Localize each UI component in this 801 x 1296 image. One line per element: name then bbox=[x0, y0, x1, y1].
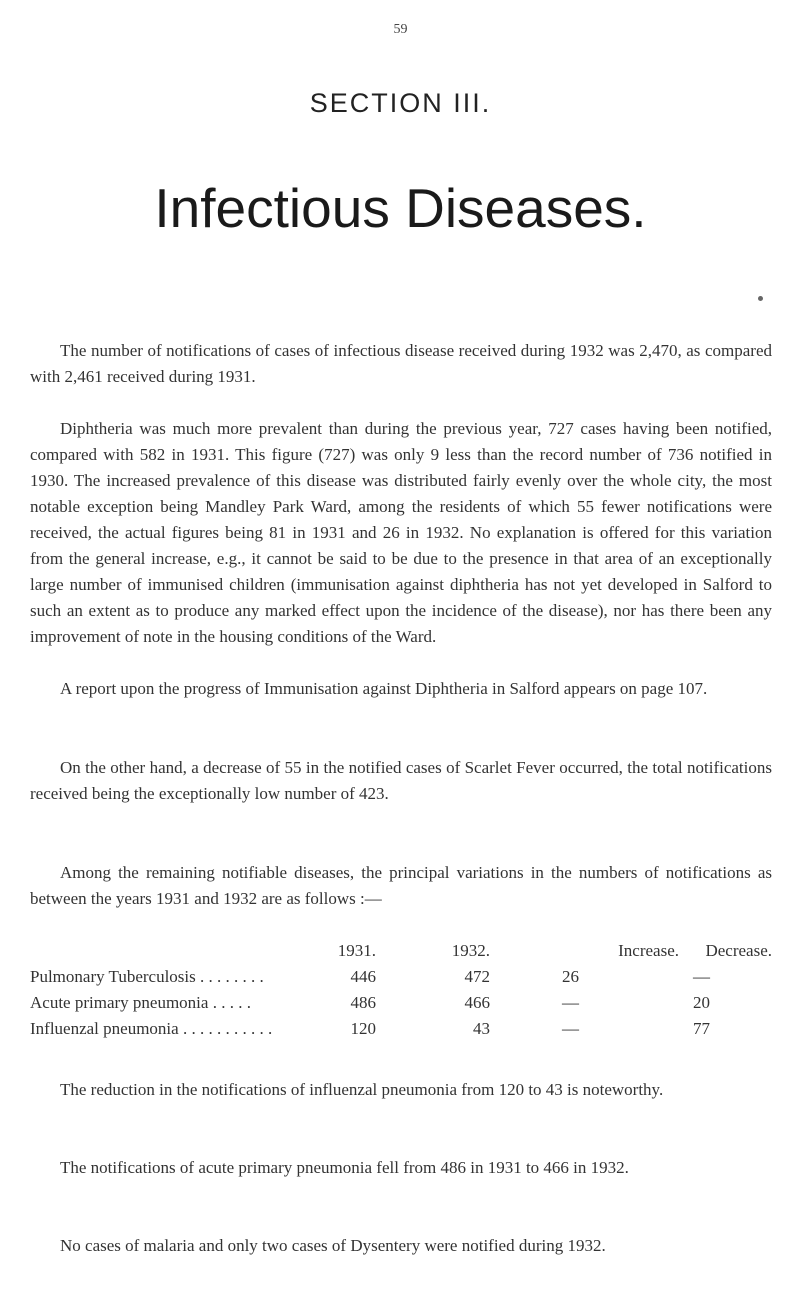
row-value-increase: — bbox=[562, 1019, 579, 1038]
table-row bbox=[30, 1016, 772, 1042]
table-row bbox=[30, 964, 772, 990]
row-value-decrease: 77 bbox=[693, 1019, 710, 1038]
page-title: Infectious Diseases. bbox=[154, 177, 647, 239]
notifications-table bbox=[30, 938, 772, 1042]
paragraph-influenzal-reduction: The reduction in the notifications of influenzal pneumonia from 120 to 43 is noteworthy. bbox=[60, 1080, 664, 1099]
header-decrease: Decrease. bbox=[705, 941, 772, 960]
row-value-1931: 120 bbox=[350, 1019, 376, 1038]
paragraph-immunisation-report: A report upon the progress of Immunisation against Diphtheria in Salford appears on page 107. bbox=[60, 679, 708, 698]
row-disease-name: Influenzal pneumonia . . . . . . . . . . . bbox=[30, 1019, 273, 1038]
decorative-dot bbox=[758, 296, 763, 301]
paragraph-acute-pneumonia: The notifications of acute primary pneumonia fell from 486 in 1931 to 466 in 1932. bbox=[60, 1158, 629, 1177]
row-value-1932: 43 bbox=[473, 1019, 490, 1038]
page-number: 59 bbox=[393, 22, 408, 37]
header-1932: 1932. bbox=[451, 941, 490, 960]
row-value-1931: 446 bbox=[350, 967, 376, 986]
row-disease-name: Acute primary pneumonia . . . . . bbox=[30, 993, 251, 1012]
paragraph-variations-intro: Among the remaining notifiable diseases, the principal variations in the numbers of notifications as between the years 1931 and 1932 are as follows :— bbox=[30, 863, 772, 908]
row-value-decrease: — bbox=[693, 967, 710, 986]
paragraph-scarlet-fever: On the other hand, a decrease of 55 in the notified cases of Scarlet Fever occurred, the total notifications received being the exceptionally low number of 423. bbox=[30, 758, 772, 803]
paragraph-malaria-dysentery: No cases of malaria and only two cases of Dysentery were notified during 1932. bbox=[60, 1236, 606, 1255]
header-1931: 1931. bbox=[337, 941, 376, 960]
paragraph-diphtheria: Diphtheria was much more prevalent than during the previous year, 727 cases having been notified, compared with 582 in 1931. This figure (727) was only 9 less than the record number of 736 notified in 1930. The increased prevalence of this disease was distributed fairly evenly over the whole city, the most notable exception being Mandley Park Ward, among the residents of which 55 fewer notifications were received, the actual figures being 81 in 1931 and 26 in 1932. No explanation is offered for this variation from the general increase, e.g., it cannot be said to be due to the presence in that area of an exceptionally large number of immunised children (immunisation against diphtheria has not yet developed in Salford to such an extent as to produce any marked effect upon the incidence of the disease), nor has there been any improvement of note in the housing conditions of the Ward. bbox=[30, 419, 772, 646]
row-disease-name: Pulmonary Tuberculosis . . . . . . . . bbox=[30, 967, 264, 986]
row-value-increase: 26 bbox=[562, 967, 579, 986]
row-value-1932: 466 bbox=[464, 993, 490, 1012]
section-heading: SECTION III. bbox=[309, 88, 492, 118]
row-value-1932: 472 bbox=[464, 967, 490, 986]
table-header-row bbox=[30, 938, 772, 964]
paragraph-intro: The number of notifications of cases of infectious disease received during 1932 was 2,470, as compared with 2,461 received during 1931. bbox=[30, 341, 772, 386]
row-value-1931: 486 bbox=[350, 993, 376, 1012]
table-row bbox=[30, 990, 772, 1016]
header-increase: Increase. bbox=[618, 941, 679, 960]
row-value-increase: — bbox=[562, 993, 579, 1012]
row-value-decrease: 20 bbox=[693, 993, 710, 1012]
